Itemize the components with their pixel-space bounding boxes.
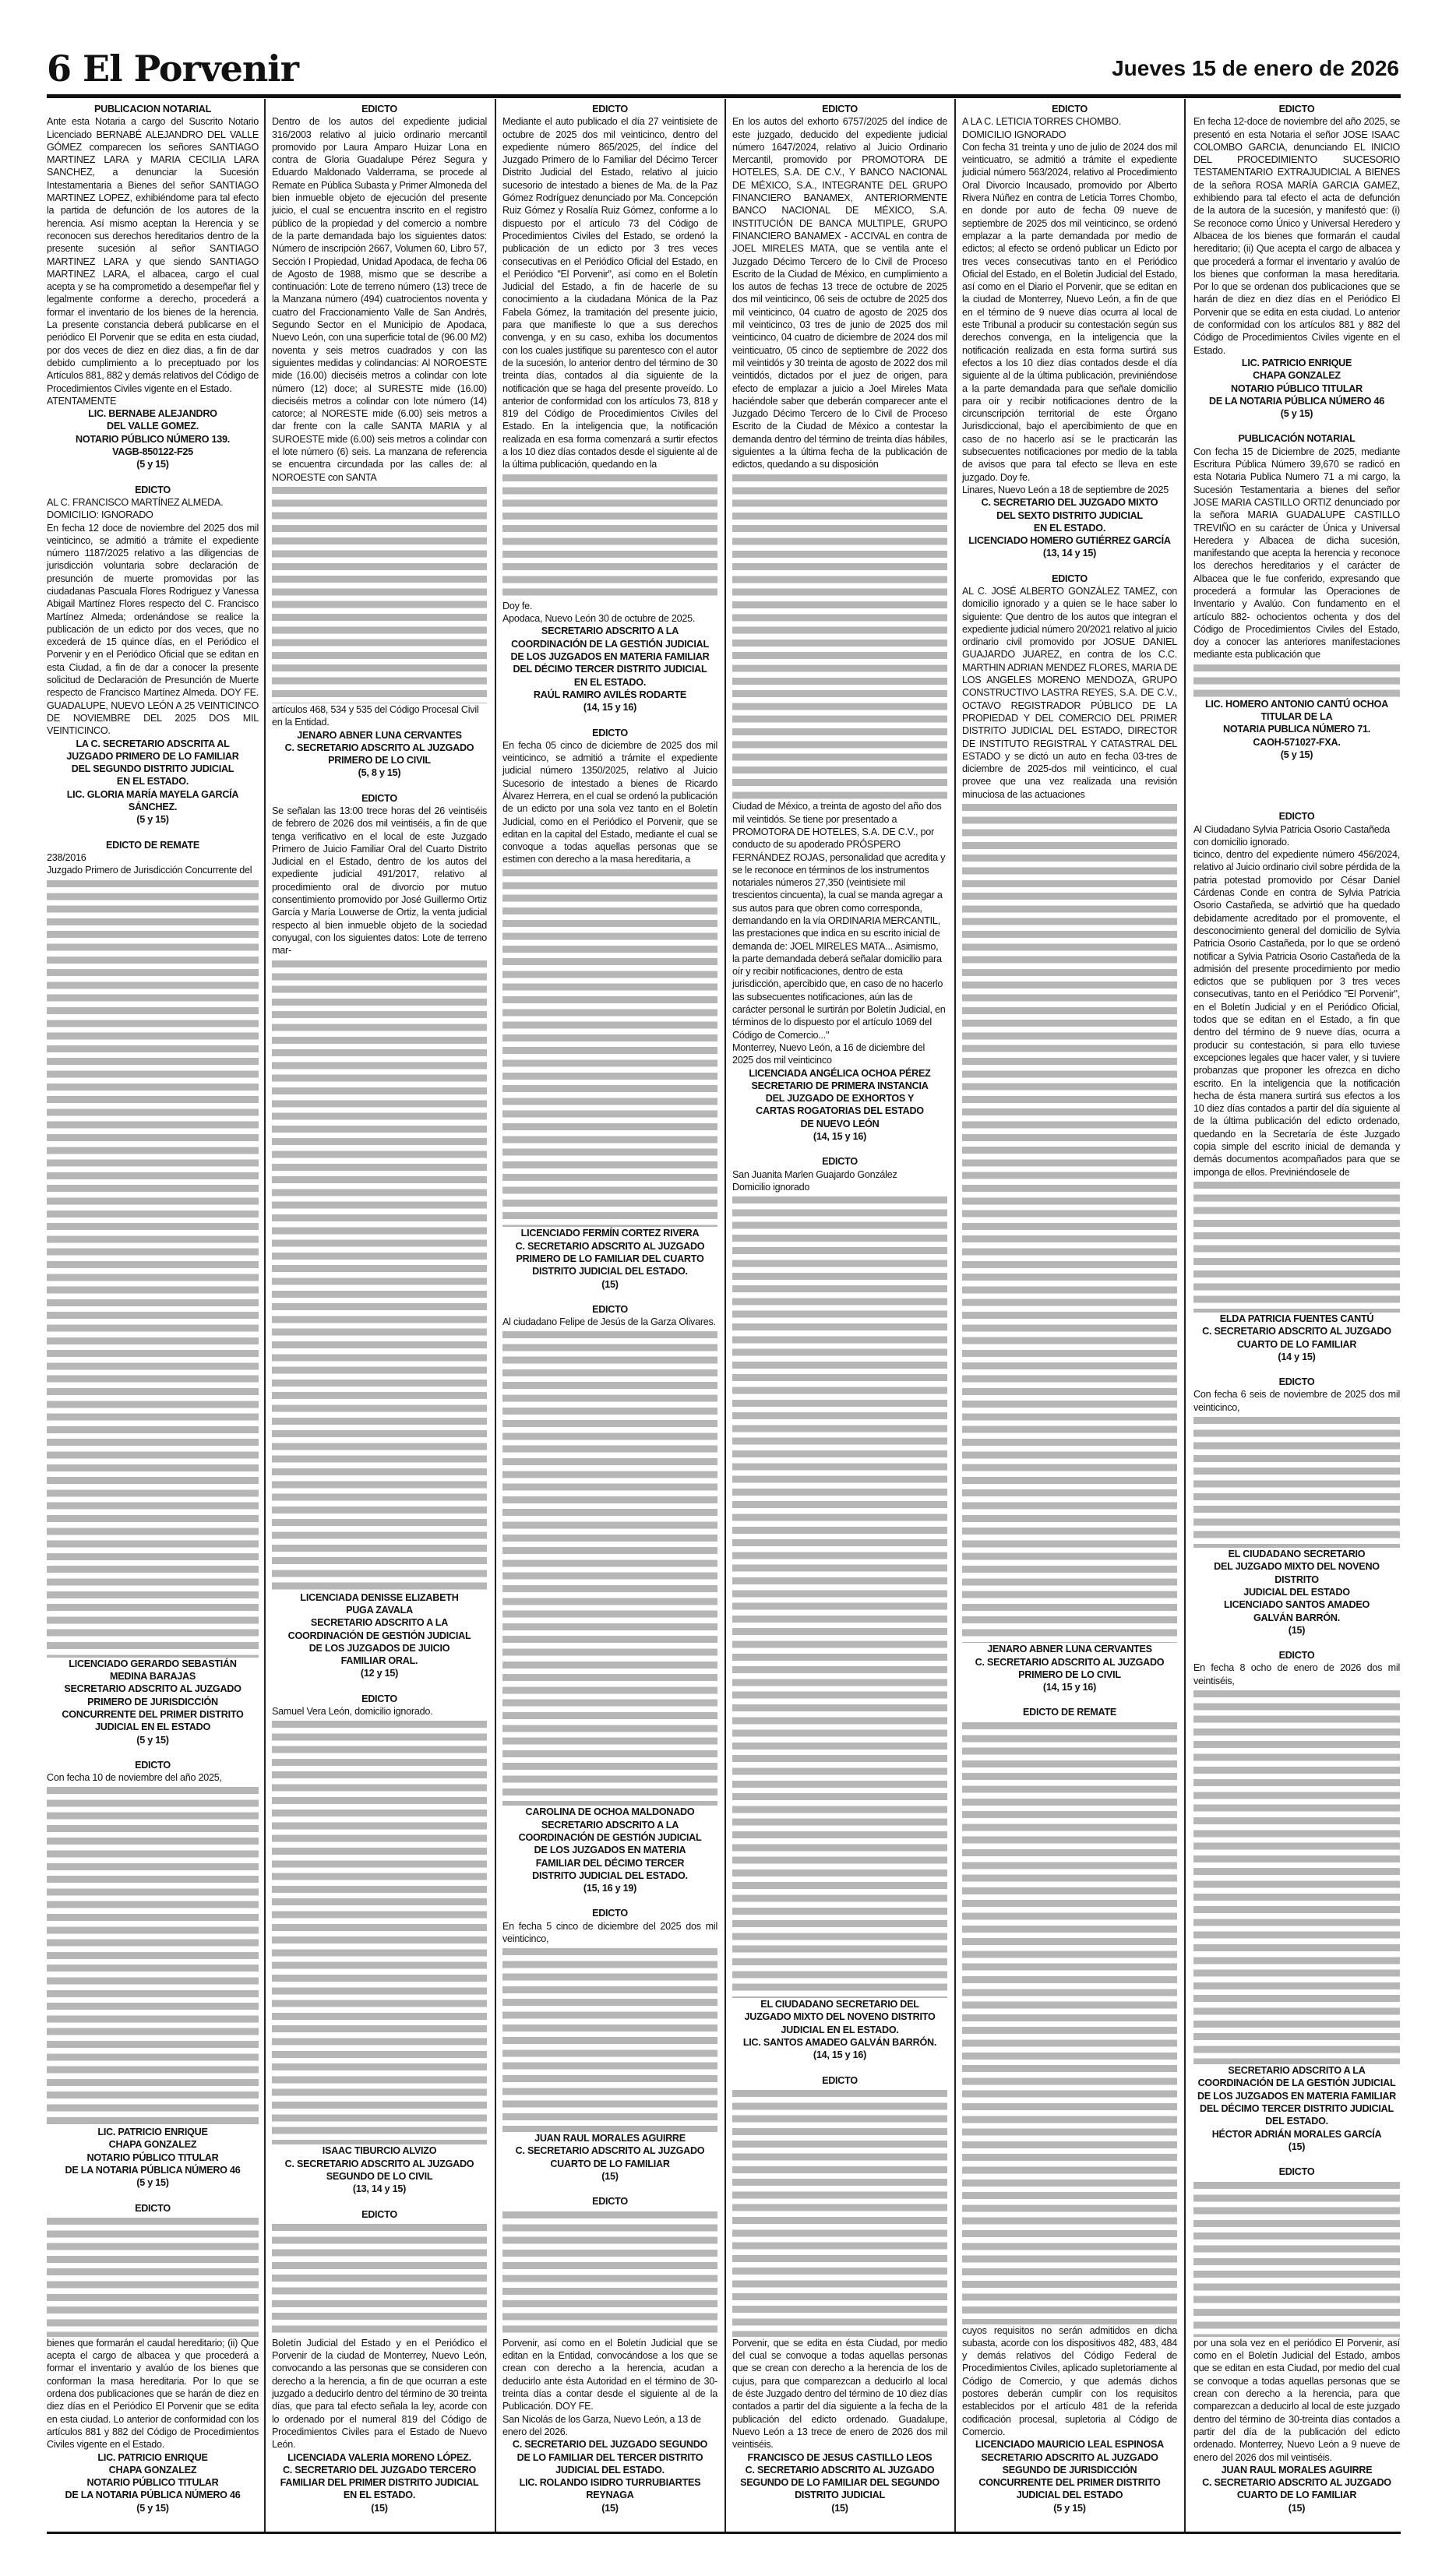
notice-signature: RAÚL RAMIRO AVILÉS RODARTE <box>533 689 687 700</box>
notice-signature: DE LA NOTARIA PÚBLICA NÚMERO 46 <box>65 2490 241 2501</box>
legal-notice <box>1193 1376 1400 1649</box>
legal-notice <box>962 1706 1177 2527</box>
notice-closing: Linares, Nuevo León a 18 de septiembre de 2025 <box>962 484 1169 495</box>
publication-dates: (14, 15 y 16) <box>1042 1682 1097 1693</box>
notice-signature: PRIMERO DE LO FAMILIAR DEL CUARTO <box>516 1253 704 1264</box>
notice-title: EDICTO <box>592 1303 628 1315</box>
omitted-text-lines <box>272 957 487 1591</box>
omitted-text-lines <box>272 1718 487 2144</box>
notice-signature: SEGUNDO DE LO CIVIL <box>326 2170 433 2182</box>
legal-notice <box>1193 810 1400 1376</box>
notice-signature: NOTARIA PUBLICA NÚMERO 71. <box>1223 724 1370 735</box>
omitted-text-lines <box>962 801 1177 1643</box>
notice-signature: LIC. SANTOS AMADEO GALVÁN BARRÓN. <box>742 2036 937 2048</box>
notice-body: AL C. JOSÉ ALBERTO GONZÁLEZ TAMEZ, con domicilio ignorado y a quien se le hace saber lo siguiente: Que dentro de los autos que integran el expediente judicial número 20/2021 relativo al juicio ordinario civil promovido por JOSUE DANIEL GUAJARDO JUAREZ, en contra de los C.C. MARTHIN ADRIAN MENDEZ FLORES, MARIA DE LOS ANGELES MORENO MENDOZA, GRUPO CONSTRUCTIVO LASTRA REYES, S.A. DE C.V., OCTAVO REGISTRADOR PÚBLICO DE LA PROPIEDAD Y DEL COMERCIO DEL PRIMER DISTRITO JUDICIAL DEL ESTADO, DIRECTOR DE INSTITUTO REGISTRAL Y CATASTRAL DEL ESTADO y se dictó un auto en fecha 03-tres de diciembre de 2025-dos mil veinticinco, el cual provee que una vez realizada una revisión minuciosa de las actuaciones <box>962 585 1177 800</box>
notice-signature: SEGUNDO DE JURISDICCIÓN <box>1002 2464 1137 2476</box>
notice-signature: LICENCIADO HOMERO GUTIÉRREZ GARCÍA <box>968 535 1171 547</box>
notice-signature: DISTRITO JUDICIAL DEL ESTADO. <box>532 1266 688 1277</box>
legal-notice <box>272 103 487 792</box>
publication-dates: (15) <box>831 2502 848 2514</box>
notice-signature: LIC. GLORIA MARÍA MAYELA GARCÍA <box>66 788 239 800</box>
notice-signature: PRIMERO DE JURISDICCIÓN <box>87 1696 218 1707</box>
notice-body: En fecha 12-doce de noviembre del año 2025, se presentó en esta Notaria el señor JOSE ISAAC COLOMBO GARCIA, denunciando EL INICIO DEL PROCEDIMIENTO SUCESORIO TESTAMENTARIO EXTRAJUDICIAL A BIENES de la señora ROSA MARÍA GARCIA GAMEZ, exhibiendo para tal efecto el acta de defunción de la autora de la sucesión, y manifestó que: (i) Se reconoce como Único y Universal Heredero y Albacea de los bienes que formarán el caudal hereditario; (ii) Que acepta el cargo de albacea y que procederá a formar el inventario y avalúo de los bienes que conforman la masa hereditaria. Por lo que se ordenan dos publicaciones que se harán de diez en diez días en el Periódico El Porvenir que se edita en esta ciudad. Lo anterior de conformidad con los artículos 881 y 882 del Código de Procedimientos Civiles vigente en el Estado. <box>1193 116 1400 356</box>
omitted-text-lines <box>502 1328 717 1806</box>
publication-dates: (14, 15 y 16) <box>583 702 637 714</box>
notice-closing: Ciudad de México, a treinta de agosto del año dos mil veintidós. Se tiene por presentado a PROMOTORA DE HOTELES, S.A. DE C.V., por conducto de su apoderado PRÓSPERO FERNÁNDEZ ROJAS, personalidad que acredita y se le reconoce en términos de los instrumentos notariales números 27,350 (veintisiete mil trescientos cincuenta), la cual se manda agregar a sus autos para que obren como corresponda, demandando en la vía ORDINARIA MERCANTIL, las prestaciones que indica en su escrito inicial de demanda de: JOEL MIRELES MATA... Asimismo, la parte demandada deberá señalar domicilio para oír y recibir notificaciones, dentro de esta jurisdicción, apercibido que, en caso de no hacerlo las subsecuentes notificaciones, aún las de carácter personal le surtirán por Boletín Judicial, en términos de lo dispuesto por el artículo 1069 del Código de Comercio..." <box>732 801 946 1041</box>
legal-notice <box>502 727 717 1303</box>
notice-signature: EL CIUDADANO SECRETARIO DEL <box>760 1999 919 2010</box>
notice-signature: CHAPA GONZALEZ <box>1253 370 1341 382</box>
publication-dates: (5 y 15) <box>136 2502 169 2514</box>
legal-notice <box>272 1693 487 2208</box>
notice-body: Samuel Vera León, domicilio ignorado. <box>272 1706 433 1717</box>
notice-signature: JENARO ABNER LUNA CERVANTES <box>987 1644 1152 1655</box>
notice-signature: LICENCIADO GERARDO SEBASTIÁN <box>69 1658 237 1669</box>
column-2 <box>272 103 487 2527</box>
notice-body: Al ciudadano Felipe de Jesús de la Garza Olivares. <box>502 1316 716 1328</box>
notice-signature: DE LA NOTARIA PÚBLICA NÚMERO 46 <box>1208 395 1384 407</box>
omitted-text-lines <box>272 2221 487 2337</box>
notice-body: En los autos del exhorto 6757/2025 del índice de este juzgado, deducido del expediente judicial número 1647/2024, relativo al Juicio Ordinario Mercantil, promovido por PROMOTORA DE HOTELES, S.A. DE C.V., Y BANCO NACIONAL DE MÉXICO, S.A., INTEGRANTE DEL GRUPO FINANCIERO BANAMEX, ANTERIORMENTE BANCO NACIONAL DE MÉXICO, S.A. INSTITUCIÓN DE BANCA MULTIPLE, GRUPO FINANCIERO BANAMEX - ACCIVAL en contra de JOEL MIRELES MATA, que se ventila ante el Juzgado Décimo Tercero de lo Civil de Proceso Escrito de la Ciudad de México, en cumplimiento a los autos de fechas 13 trece de octubre de 2025 dos mil veinticinco, 06 seis de octubre de 2025 dos mil veinticinco, 04 cuatro de agosto de 2025 dos mil veinticinco, 03 tres de junio de 2025 dos mil veinticinco, 04 cuatro de diciembre de 2024 dos mil veinticuatro, 05 cinco de septiembre de 2022 dos mil veintidós y 30 treinta de agosto de 2022 dos mil veintidós, dictados por el juez de origen, para efecto de emplazar a juicio a Joel Mireles Mata haciéndole saber que deberán comparecer ante el Juzgado Décimo Tercero de lo Civil de Proceso Escrito de la Ciudad de México a contestar la demanda dentro del término de treinta días hábiles, siguientes a la última fecha de la publicación de edictos, quedando a su disposición <box>732 116 947 470</box>
column-1 <box>47 103 259 2527</box>
publication-dates: (5 y 15) <box>1280 408 1313 420</box>
notice-body: Se señalan las 13:00 trece horas del 26 veintiséis de febrero de 2026 dos mil veintiséis, a fin de que tenga verificativo en el local de este Juzgado Primero de Juicio Familiar Oral del Cuarto Distrito Judicial en el Estado, dentro de los autos del expediente judicial 491/2017, relativo al procedimiento oral de divorcio por mutuo consentimiento promovido por José Guillermo Ortiz García y María Louwerse de Ortiz, la venta judicial respecto al bien inmueble objeto de la sociedad conyugal, con los siguientes datos: Lote de terreno mar- <box>272 805 487 957</box>
notice-signature: NOTARIO PÚBLICO TITULAR <box>86 2477 219 2489</box>
omitted-text-lines <box>272 484 487 703</box>
notice-signature: EN EL ESTADO. <box>116 776 189 788</box>
notice-title: EDICTO <box>1052 104 1088 115</box>
notice-signature: DE NUEVO LEÓN <box>800 1118 880 1129</box>
notice-closing: Monterrey, Nuevo León, a 16 de diciembre del 2025 dos mil veinticinco <box>732 1041 925 1066</box>
legal-notice <box>962 103 1177 573</box>
notice-signature: PRIMERO DE LO CIVIL <box>1018 1669 1121 1680</box>
notice-body: Con fecha 6 seis de noviembre de 2025 dos mil veinticinco, <box>1193 1389 1400 1413</box>
notice-signature: JUAN RAUL MORALES AGUIRRE <box>1221 2464 1373 2476</box>
notice-signature: CAROLINA DE OCHOA MALDONADO <box>525 1806 695 1818</box>
legal-notice <box>502 2195 717 2527</box>
notice-signature: C. SECRETARIO ADSCRITO AL JUZGADO <box>284 742 474 753</box>
notice-signature: COORDINACIÓN DE LA GESTIÓN JUDICIAL <box>511 638 709 650</box>
notice-signature: DE LOS JUZGADOS EN MATERIA <box>534 1845 686 1856</box>
publication-dates: (15) <box>371 2502 388 2514</box>
notice-title: EDICTO <box>592 104 628 115</box>
notice-signature: LIC. PATRICIO ENRIQUE <box>1241 357 1352 368</box>
notice-signature: ELDA PATRICIA FUENTES CANTÚ <box>1219 1313 1374 1324</box>
notice-signature: DEL SEGUNDO DISTRITO JUDICIAL <box>71 763 234 775</box>
omitted-text-lines <box>962 1719 1177 2324</box>
notice-signature: SECRETARIO DE PRIMERA INSTANCIA <box>751 1080 929 1091</box>
publication-dates: (15) <box>601 2502 619 2514</box>
omitted-text-lines <box>732 471 947 801</box>
notice-signature: LICENCIADO SANTOS AMADEO <box>1223 1599 1370 1611</box>
omitted-text-lines <box>47 1784 259 2126</box>
notice-signature: SECRETARIO ADSCRITO AL JUZGADO <box>64 1683 242 1695</box>
notice-body: En fecha 12 doce de noviembre del 2025 dos mil veinticinco, se admitió a trámite el expediente número 1187/2025 relativo a las diligencias de jurisdicción voluntaria sobre declaración de presunción de muerte promovidas por las ciudadanas Pascuala Flores Rodriguez y Vanessa Abigail Martínez Flores respecto del C. Francisco Martínez Almeda; ordenándose se realice la publicación de un edicto por dos veces, que no excederá de 15 quince días, en el Periódico el Porvenir y en el Periódico Oficial que se editan en esta Ciudad, a fin de dar a conocer la presente solicitud de Declaración de Presunción de Muerte respecto de Francisco Martínez Almeda. DOY FE. GUADALUPE, NUEVO LEÓN A 25 VEINTICINCO DE NOVIEMBRE DEL 2025 DOS MIL VEINTICINCO. <box>47 522 259 737</box>
column-5 <box>962 103 1177 2527</box>
notice-signature: PRIMERO DE LO CIVIL <box>328 755 431 766</box>
column-4 <box>732 103 947 2527</box>
notice-title: EDICTO DE REMATE <box>1022 1707 1117 1718</box>
notice-closing: San Nicolás de los Garza, Nuevo León, a 13 de enero del 2026. <box>502 2413 701 2437</box>
notice-signature: JENARO ABNER LUNA CERVANTES <box>297 729 462 741</box>
notice-signature: DEL DÉCIMO TERCER DISTRITO JUDICIAL <box>1200 2103 1394 2115</box>
notice-title: EDICTO <box>1278 1376 1315 1388</box>
publication-dates: (15) <box>1288 2141 1306 2152</box>
notice-signature: VAGB-850122-F25 <box>112 446 193 458</box>
notice-body: En fecha 5 cinco de diciembre del 2025 dos mil veinticinco, <box>502 1920 717 1945</box>
notice-signature: SECRETARIO ADSCRITO AL JUZGADO <box>981 2451 1158 2463</box>
omitted-text-lines <box>502 471 717 600</box>
publication-dates: (5, 8 y 15) <box>358 767 401 779</box>
notice-signature: DEL JUZGADO MIXTO DEL NOVENO DISTRITO <box>1214 1561 1380 1585</box>
notice-signature: JUAN RAUL MORALES AGUIRRE <box>534 2133 686 2144</box>
notice-body: Porvenir, que se edita en ésta Ciudad, por medio del cual se convoque a todas aquellas personas que se crean con derecho a la herencia de los de cujus, para que comparezcan a deducirlo al local de éste Juzgado dentro del término de 10 diez días contados a partir del día siguiente a la fecha de la publicación del edicto ordenado. Guadalupe, Nuevo León a 13 trece de enero de 2026 dos mil veintiséis. <box>732 2337 947 2451</box>
notice-signature: DE LOS JUZGADOS EN MATERIA FAMILIAR <box>1197 2090 1397 2102</box>
legal-notice <box>732 1155 947 2074</box>
column-divider <box>495 99 496 2532</box>
column-divider <box>1184 99 1186 2532</box>
notice-signature: DEL ESTADO. <box>1265 2116 1328 2127</box>
notice-signature: DE LOS JUZGADOS EN MATERIA FAMILIAR <box>510 651 710 663</box>
notice-addressee: Al Ciudadano Sylvia Patricia Osorio Castañeda con domicilio ignorado. <box>1193 823 1390 848</box>
omitted-text-lines <box>502 2208 717 2337</box>
legal-notice <box>47 1759 259 2202</box>
legal-notice <box>1193 103 1400 432</box>
notice-signature: LIC. BERNABE ALEJANDRO <box>88 408 217 420</box>
notice-signature: CONCURRENTE DEL PRIMER DISTRITO <box>62 1708 244 1720</box>
notice-body: bienes que formarán el caudal hereditario; (ii) Que acepta el cargo de albacea y que procederá a formar el inventario y avalúo de los bienes que conforman la masa hereditaria. Por lo que se ordena dos publicaciones que se harán de diez en diez días en el Periódico El Porvenir que se edita en esta ciudad. Lo anterior de conformidad con los artículos 881 y 882 del Código de Procedimientos Civiles vigente en el Estado. <box>47 2337 259 2451</box>
notice-closing: ATENTAMENTE <box>47 395 117 407</box>
notice-body: por una sola vez en el periódico El Porvenir, así como en el Boletín Judicial del Estado, ambos que se editan en esta Ciudad, por medio del cual se convoque a todas aquellas personas que se crean con derecho a la herencia, para que comparezcan a deducirlo al local de este juzgado dentro del término de 30-treinta días contados a partir del día de la publicación del edicto ordenado. Monterrey, Nuevo León a 9 nueve de enero del 2026 dos mil veintiséis. <box>1193 2337 1400 2463</box>
notice-signature: DE LA NOTARIA PÚBLICA NÚMERO 46 <box>65 2165 241 2176</box>
notice-addressee: AL C. FRANCISCO MARTÍNEZ ALMEDA. <box>47 496 224 508</box>
publication-dates: (12 y 15) <box>360 1668 399 1679</box>
notice-signature: COORDINACIÓN DE GESTIÓN JUDICIAL <box>518 1831 702 1843</box>
notice-signature: JUDICIAL DEL ESTADO. <box>555 2464 665 2476</box>
notice-signature: DISTRITO JUDICIAL DEL ESTADO. <box>532 1869 688 1881</box>
notice-signature: LICENCIADA VALERIA MORENO LÓPEZ. <box>287 2451 471 2463</box>
notice-signature: CHAPA GONZALEZ <box>108 2464 197 2476</box>
publication-dates: (14, 15 y 16) <box>813 1131 867 1143</box>
publication-dates: (5 y 15) <box>1053 2502 1086 2514</box>
notice-body: En fecha 05 cinco de diciembre de 2025 dos mil veinticinco, se admitió a trámite el expediente judicial número 1350/2025, relativo al Juicio Sucesorio de intestado a bienes de Ricardo Álvarez Herrera, en el cual se ordenó la publicación de un edicto por una sola vez tanto en el Boletín Judicial, como en el Periódico el Porvenir, que se editan en la capital del Estado, mediante el cual se convoque a todas aquellas personas que se estimen con derecho a la masa hereditaria, a <box>502 739 717 865</box>
notice-title: EDICTO <box>135 484 171 495</box>
notice-signature: JUDICIAL EN EL ESTADO. <box>781 2024 899 2035</box>
notice-signature: CUARTO DE LO FAMILIAR <box>550 2158 670 2169</box>
publication-dates: (5 y 15) <box>136 814 169 826</box>
omitted-text-lines <box>1193 1179 1400 1313</box>
legal-notice <box>502 1907 717 2195</box>
notice-signature: LIC. ROLANDO ISIDRO TURRUBIARTES <box>519 2477 701 2489</box>
notice-addressee: A LA C. LETICIA TORRES CHOMBO. <box>962 116 1122 128</box>
issue-date: Jueves 15 de enero de 2026 <box>1112 56 1399 80</box>
publication-dates: (5 y 15) <box>136 2177 169 2189</box>
notice-signature: PUGA ZAVALA <box>346 1604 413 1616</box>
notice-title: PUBLICACIÓN NOTARIAL <box>1238 433 1356 445</box>
notice-addressee: 238/2016 <box>47 851 86 863</box>
legal-notice <box>272 792 487 1693</box>
notice-title: EDICTO <box>592 1908 628 1919</box>
notice-signature: CONCURRENTE DEL PRIMER DISTRITO <box>978 2477 1161 2489</box>
notice-body: Boletín Judicial del Estado y en el Periódico el Porvenir de la ciudad de Monterrey, Nuevo León, convocando a las personas que se consideren con derecho a la herencia, a fin de que ocurran a este juzgado a deducirlo dentro del término de 30 treinta días, que para tal efecto señala la ley, acorde con lo ordenado por el numeral 819 del Código de Procedimientos Civiles para el Estado de Nuevo León. <box>272 2337 487 2451</box>
notice-signature: SÁNCHEZ. <box>128 802 178 813</box>
header-divider <box>47 94 1401 98</box>
notice-signature: LICENCIADA DENISSE ELIZABETH <box>300 1591 459 1603</box>
notice-title: EDICTO <box>1278 811 1315 823</box>
notice-signature: JUDICIAL EN EL ESTADO <box>95 1721 210 1733</box>
notice-body: Con fecha 15 de Diciembre de 2025, mediante Escritura Pública Número 39,670 se radicó en esta Notaria Publica Numero 71 a mi cargo, la Sucesión Testamentaria a bienes del señor JOSE MARIA CASTILLO ORTIZ denunciado por la señora MARIA GUADALUPE CASTILLO TREVIÑO en su carácter de Única y Universal Heredera y Albacea de dicha sucesión, manifestando que acepta la herencia y reconoce los derechos hereditarios y el carácter de Albacea que le fue conferido, expresando que procederá a formular las Operaciones de Inventario y Avalúo. Con fundamento en el artículo 882- ochocientos ochenta y dos del Código de Procedimientos Civiles del Estado, doy a conocer las anteriores manifestaciones mediante esta publicación que <box>1193 446 1400 661</box>
notice-title: EDICTO <box>822 1156 858 1168</box>
masthead-logo: 6 El Porvenir <box>47 48 298 90</box>
notice-signature: JUDICIAL DEL ESTADO <box>1243 1586 1350 1598</box>
notice-signature: NOTARIO PÚBLICO NÚMERO 139. <box>75 433 231 445</box>
publication-dates: (15) <box>1288 2502 1306 2514</box>
notice-signature: EN EL ESTADO. <box>1033 522 1106 534</box>
notice-title: EDICTO <box>822 104 858 115</box>
notice-title: EDICTO <box>1278 104 1315 115</box>
notice-closing: Doy fe. <box>502 600 533 611</box>
legal-notice <box>962 573 1177 1707</box>
legal-notice <box>47 103 259 484</box>
publication-dates: (13, 14 y 15) <box>352 2183 407 2195</box>
notice-signature: FAMILIAR DEL PRIMER DISTRITO JUDICIAL <box>280 2477 479 2489</box>
notice-signature: DEL VALLE GOMEZ. <box>107 421 199 432</box>
notice-signature: CARTAS ROGATORIAS DEL ESTADO <box>756 1105 924 1117</box>
notice-closing: Apodaca, Nuevo León 30 de octubre de 2025. <box>502 613 696 625</box>
notice-signature: LA C. SECRETARIO ADSCRITA AL <box>76 738 230 749</box>
notice-signature: HÉCTOR ADRIÁN MORALES GARCÍA <box>1211 2128 1382 2140</box>
notice-body: ticinco, dentro del expediente número 456/2024, relativo al Juicio ordinario civil sobre pérdida de la patria potestad promovido por César Daniel Cárdenas Conde en contra de Sylvia Patricia Osorio Castañeda, se advirtió que ha quedado debidamente acreditado por el promovente, el desconocimiento general del domicilio de Sylvia Patricia Osorio Castañeda, por lo que se ordenó notificar a Sylvia Patricia Osorio Castañeda de la admisión del presente procedimiento por medio edictos que se publiquen por 3 tres veces consecutivas, tanto en el Periódico "El Porvenir", en el Boletín Judicial y en el Periódico Oficial, todos que se editan en el Estado, a fin que dentro del término de 9 nueve días, ocurra a producir su contestación, si para ello tuviese excepciones legales que hacer valer, y si tuviere probanzas que proponer les ofrezca en dicho escrito. En la inteligencia que la notificación hecha de ésta manera surtirá sus efectos a los 10 diez días contados a partir del día siguiente al de la última publicación del edicto ordenado, quedando en la Secretaría de éste Juzgado copia simple del escrito inicial de demanda y demás documentos acompañados para que se imponga de ellos. Previniéndosele de <box>1193 849 1400 1178</box>
omitted-text-lines <box>502 866 717 1228</box>
notice-signature: CAOH-571027-FXA. <box>1253 736 1341 748</box>
omitted-text-lines <box>732 2087 947 2337</box>
column-divider <box>264 99 266 2532</box>
notice-signature: NOTARIO PÚBLICO TITULAR <box>86 2151 219 2163</box>
notice-signature: C. SECRETARIO DEL JUZGADO MIXTO <box>981 497 1158 509</box>
publication-dates: (15) <box>1288 1624 1306 1636</box>
omitted-text-lines <box>1193 661 1400 698</box>
publication-dates: (5 y 15) <box>1280 749 1313 760</box>
notice-signature: DEL SEXTO DISTRITO JUDICIAL <box>996 509 1143 521</box>
notice-body: Juzgado Primero de Jurisdicción Concurrente del <box>47 865 252 876</box>
notice-body: En fecha 8 ocho de enero de 2026 dos mil veintiséis, <box>1193 1662 1400 1686</box>
notice-signature: C. SECRETARIO ADSCRITO AL JUZGADO <box>515 1240 705 1252</box>
notice-signature: JUZGADO PRIMERO DE LO FAMILIAR <box>66 750 239 762</box>
notice-signature: GALVÁN BARRÓN. <box>1253 1612 1340 1623</box>
omitted-text-lines <box>732 1193 947 1998</box>
legal-notice <box>272 2208 487 2527</box>
notice-signature: JUZGADO MIXTO DEL NOVENO DISTRITO <box>744 2011 936 2023</box>
notice-signature: JUDICIAL DEL ESTADO <box>1016 2490 1123 2501</box>
legal-notice <box>1193 2165 1400 2527</box>
notice-title: EDICTO <box>822 2074 858 2086</box>
notice-signature: C. SECRETARIO ADSCRITO AL JUZGADO <box>975 1656 1165 1668</box>
notice-signature: DEL DÉCIMO TERCER DISTRITO JUDICIAL <box>513 664 707 675</box>
notice-title: EDICTO DE REMATE <box>105 839 200 851</box>
legal-notice <box>1193 1649 1400 2165</box>
notice-title: EDICTO <box>1052 573 1088 584</box>
notice-title: EDICTO <box>1278 1650 1315 1662</box>
notice-signature: EN EL ESTADO. <box>343 2490 416 2501</box>
notice-signature: DISTRITO JUDICIAL <box>795 2490 885 2501</box>
legal-notice <box>732 2074 947 2527</box>
column-6 <box>1193 103 1400 2527</box>
notice-signature: LIC. HOMERO ANTONIO CANTÚ OCHOA <box>1204 698 1389 710</box>
notice-signature: NOTARIO PÚBLICO TITULAR <box>1231 382 1363 394</box>
notice-signature: LICENCIADO FERMÍN CORTEZ RIVERA <box>520 1228 700 1239</box>
notice-body: Dentro de los autos del expediente judicial 316/2003 relativo al juicio ordinario mercantil promovido por Laura Amparo Huizar Lona en contra de Gloria Guadalupe Pérez Segura y Eduardo Maldonado Valderrama, se procede al Remate en Pública Subasta y Primer Almoneda del bien inmueble objeto de ejecución del presente juicio, el cual se encuentra inscrito en el registro público de la propiedad y del comercio a nombre de la parte demandada bajo los siguientes datos: Número de inscripción 2667, Volumen 60, Libro 57, Sección I Propiedad, Unidad Apodaca, de fecha 06 de Agosto de 1988, mismo que se describe a continuación: Lote de terreno número (13) trece de la Manzana número (494) cuatrocientos noventa y cuatro del Fraccionamiento Valle de San Andrés, Segundo Sector en el Municipio de Apodaca, Nuevo León, con una superficie total de (96.00 M2) noventa y seis metros cuadrados y con las siguientes medidas y colindancias: Al NOROESTE mide (16.00) dieciséis metros a colindar con lote número (12) doce; al SURESTE mide (16.00) dieciséis metros a colindar con lote número (14) catorce; al NORESTE mide (6.00) seis metros a dar frente con la calle SANTA MARIA y al SUROESTE mide (6.00) seis metros a colindar con el lote número (6) seis. La manzana de referencia se encuentra circundada por las calles de: al NOROESTE con SANTA <box>272 116 487 483</box>
notice-title: EDICTO <box>361 1693 397 1704</box>
publication-dates: (14, 15 y 16) <box>813 2049 867 2061</box>
legal-notice <box>502 103 717 727</box>
notice-body: Domicilio ignorado <box>732 1181 810 1193</box>
notice-signature: SECRETARIO ADSCRITO A LA <box>1228 2065 1366 2077</box>
notice-body: Con fecha 31 treinta y uno de julio de 2024 dos mil veinticuatro, se admitió a trámite el expediente judicial número 563/2024, relativo al Procedimiento Oral Divorcio Incausado, promovido por Alberto Rivera Núñez en contra de Leticia Torres Chombo, en donde por auto de fecha 09 nueve de septiembre de 2025 dos mil veinticinco, se ordenó emplazar a la parte demandada por medio de edictos; al efecto se ordenó publicar un Edicto por tres veces consecutivas tanto en el Periódico Oficial del Estado, en el Boletín Judicial del Estado, así como en el Diario el Porvenir, que se editan en la ciudad de Monterrey, Nuevo León, a fin de que en el término de 9 nueve días ocurra al local de este Tribunal a producir su contestación según sus derechos convenga, en la inteligencia que la notificación realizada en esta forma surtirá sus efectos a los 10 diez días contados desde el día siguiente al de la última publicación, previniéndose a la parte demandada para que señale domicilio para oír y recibir notificaciones dentro de la circunscripción territorial de este Órgano Jurisdiccional, bajo el apercibimiento de que en caso de no hacerlo así se le practicarán las subsecuentes notificaciones por medio de la tabla de avisos que para tal efecto se lleva en este juzgado. Doy fe. <box>962 141 1177 483</box>
notice-closing: artículos 468, 534 y 535 del Código Procesal Civil en la Entidad. <box>272 703 479 728</box>
legal-notice <box>47 2202 259 2527</box>
notice-signature: CHAPA GONZALEZ <box>108 2139 197 2151</box>
notice-signature: FRANCISCO DE JESUS CASTILLO LEOS <box>747 2451 933 2463</box>
column-3 <box>502 103 717 2527</box>
notice-title: EDICTO <box>361 2208 397 2220</box>
notice-signature: TITULAR DE LA <box>1260 711 1333 723</box>
notice-signature: SECRETARIO ADSCRITO A LA <box>541 625 679 637</box>
notice-signature: DEL JUZGADO DE EXHORTOS Y <box>765 1093 915 1105</box>
notice-body: Ante esta Notaria a cargo del Suscrito Notario Licenciado BERNABÉ ALEJANDRO DEL VALLE GÓMEZ comparecen los señores SANTIAGO MARTINEZ LARA y MARIA CECILIA LARA SANCHEZ, a denunciar la Sucesión Intestamentaria a Bienes del señor SANTIAGO MARTINEZ LOPEZ, exhibiéndome para tal efecto la partida de defunción de los autores de la herencia. Así mismo aceptan la Herencia y se reconocen sus derechos hereditarios dentro de la presente sucesión al señor SANTIAGO MARTINEZ LARA y que siendo SANTIAGO MARTINEZ LARA, el albacea, cargo el cual acepta y se ha comprometido a desempeñar fiel y legalmente conforme a derecho, procederá a formar el inventario de los bienes de la herencia. La presente constancia deberá publicarse en el periódico El Porvenir que se edita en esta ciudad, por dos veces de diez en diez dias, a fin de dar debido cumplimiento a lo preceptuado por los Artículos 881, 882 y demás relativos del Código de Procedimientos Civiles vigente en el Estado. <box>47 116 259 394</box>
publication-dates: (5 y 15) <box>136 459 169 470</box>
notice-body: Porvenir, así como en el Boletín Judicial que se editan en la Entidad, convocándose a los que se crean con derecho a la herencia, acudan a deducirlo ante ésta Autoridad en el término de 30-treinta días a contar desde el siguiente al de la Publicación. DOY FE. <box>502 2337 717 2412</box>
notice-signature: CUARTO DE LO FAMILIAR <box>1236 1338 1357 1350</box>
notice-signature: FAMILIAR DEL DÉCIMO TERCER <box>535 1857 685 1869</box>
notice-addressee: DOMICILIO IGNORADO <box>962 129 1066 140</box>
notice-signature: C. SECRETARIO DEL JUZGADO SEGUNDO <box>512 2439 708 2451</box>
notice-signature: FAMILIAR ORAL. <box>340 1655 418 1667</box>
notice-signature: COORDINACIÓN DE LA GESTIÓN JUDICIAL <box>1197 2077 1396 2089</box>
notice-signature: LIC. PATRICIO ENRIQUE <box>97 2451 208 2463</box>
notice-signature: LICENCIADO MAURICIO LEAL ESPINOSA <box>975 2439 1164 2451</box>
notice-signature: LIC. PATRICIO ENRIQUE <box>97 2127 208 2138</box>
notice-signature: CUARTO DE LO FAMILIAR <box>1236 2490 1357 2501</box>
notice-title: EDICTO <box>361 104 397 115</box>
notice-signature: COORDINACIÓN DE GESTIÓN JUDICIAL <box>287 1630 471 1641</box>
notice-signature: C. SECRETARIO ADSCRITO AL JUZGADO <box>1202 2477 1391 2489</box>
notice-signature: DE LO FAMILIAR DEL TERCER DISTRITO <box>516 2451 703 2463</box>
notice-signature: SECRETARIO ADSCRITO A LA <box>310 1617 449 1629</box>
legal-notice <box>732 103 947 1155</box>
omitted-text-lines <box>1193 2179 1400 2337</box>
notice-signature: ISAAC TIBURCIO ALVIZO <box>322 2145 437 2157</box>
notice-signature: EL CIUDADANO SECRETARIO <box>1228 1549 1366 1560</box>
column-divider <box>954 99 956 2532</box>
footer-divider <box>47 2532 1401 2534</box>
publication-dates: (15) <box>601 1278 619 1290</box>
notice-title: EDICTO <box>592 2196 628 2208</box>
notice-body: cuyos requisitos no serán admitidos en dicha subasta, acorde con los dispositivos 482, 483, 484 y demás relativos del Código Federal de Procedimientos Civiles, aplicado supletoriamente al Código de Comercio, y que además dichos postores deberán cumplir con los requisitos establecidos por el artículo 481 de la referida codificación procesal, supletoria al Código de Comercio. <box>962 2324 1177 2437</box>
notice-title: EDICTO <box>592 727 628 738</box>
column-divider <box>724 99 726 2532</box>
legal-notice <box>502 1303 717 1908</box>
notice-signature: MEDINA BARAJAS <box>109 1671 196 1683</box>
notice-signature: EN EL ESTADO. <box>573 676 647 688</box>
publication-dates: (15, 16 y 19) <box>583 1883 637 1894</box>
notice-title: EDICTO <box>135 2202 171 2214</box>
notice-signature: LICENCIADA ANGÉLICA OCHOA PÉREZ <box>749 1067 931 1079</box>
publication-dates: (15) <box>601 2171 619 2183</box>
notice-signature: C. SECRETARIO DEL JUZGADO TERCERO <box>282 2464 477 2476</box>
notice-signature: SECRETARIO ADSCRITO A LA <box>541 1819 679 1831</box>
notice-title: EDICTO <box>361 792 397 804</box>
omitted-text-lines <box>1193 1414 1400 1548</box>
publication-dates: (5 y 15) <box>136 1734 169 1746</box>
omitted-text-lines <box>47 2215 259 2337</box>
publication-dates: (13, 14 y 15) <box>1042 548 1097 559</box>
notice-signature: DE LOS JUZGADOS DE JUICIO <box>308 1642 450 1654</box>
legal-notice <box>1193 432 1400 810</box>
publication-dates: (14 y 15) <box>1278 1351 1316 1362</box>
notice-signature: SEGUNDO DE LO FAMILIAR DEL SEGUNDO <box>740 2477 940 2489</box>
omitted-text-lines <box>47 877 259 1658</box>
legal-notice <box>47 839 259 1759</box>
omitted-text-lines <box>502 1945 717 2132</box>
omitted-text-lines <box>1193 1687 1400 2064</box>
notice-body: Mediante el auto publicado el día 27 veintisiete de octubre de 2025 dos mil veinticinco, dentro del expediente número 865/2025, del índice del Juzgado Primero de lo Familiar del Décimo Tercer Distrito Judicial del Estado, relativo al juicio sucesorio de intestado a bienes de Ma. de la Paz Gómez Rodríguez denunciado por Ma. Concepción Ruiz Gómez y Rosalía Ruiz Gómez, conforme a lo dispuesto por el artículo 73 del Código de Procedimientos Civiles del Estado, se ordenó la publicación de un edicto por 3 tres veces consecutivas en el Periódico Oficial del Estado, en el Periódico "El Porvenir", así como en el Boletín Judicial del Estado, a fin de hacerle de su conocimiento a la ciudadana Mónica de la Paz Fabela Gómez, la tramitación del presente juicio, para que manifieste lo que a sus derechos convenga, y en su caso, exhiba los documentos con los cuales justifique su parentesco con el autor de la sucesión, lo anterior dentro del término de 30 treinta días, contados al día siguiente de la notificación que se haga del presente proveído. Lo anterior de conformidad con los artículos 73, 818 y 819 del Código de Procedimientos Civiles del Estado. En la inteligencia que, la notificación realizada en esa forma comenzará a surtir efectos a los 10 diez días contados desde el siguiente al de la última publicación, quedando en la <box>502 116 717 470</box>
notice-title: PUBLICACION NOTARIAL <box>93 104 212 115</box>
notice-signature: REYNAGA <box>586 2490 634 2501</box>
notice-title: EDICTO <box>135 1759 171 1771</box>
notice-body: San Juanita Marlen Guajardo González <box>732 1168 897 1180</box>
notice-body: Con fecha 10 de noviembre del año 2025, <box>47 1772 222 1784</box>
notice-signature: C. SECRETARIO ADSCRITO AL JUZGADO <box>745 2464 935 2476</box>
notice-signature: C. SECRETARIO ADSCRITO AL JUZGADO <box>1202 1326 1391 1337</box>
notice-signature: C. SECRETARIO ADSCRITO AL JUZGADO <box>515 2145 705 2157</box>
notice-signature: C. SECRETARIO ADSCRITO AL JUZGADO <box>284 2158 474 2169</box>
notice-title: EDICTO <box>1278 2166 1315 2178</box>
legal-notice <box>47 484 259 839</box>
notice-addressee: DOMICILIO: IGNORADO <box>47 509 153 521</box>
